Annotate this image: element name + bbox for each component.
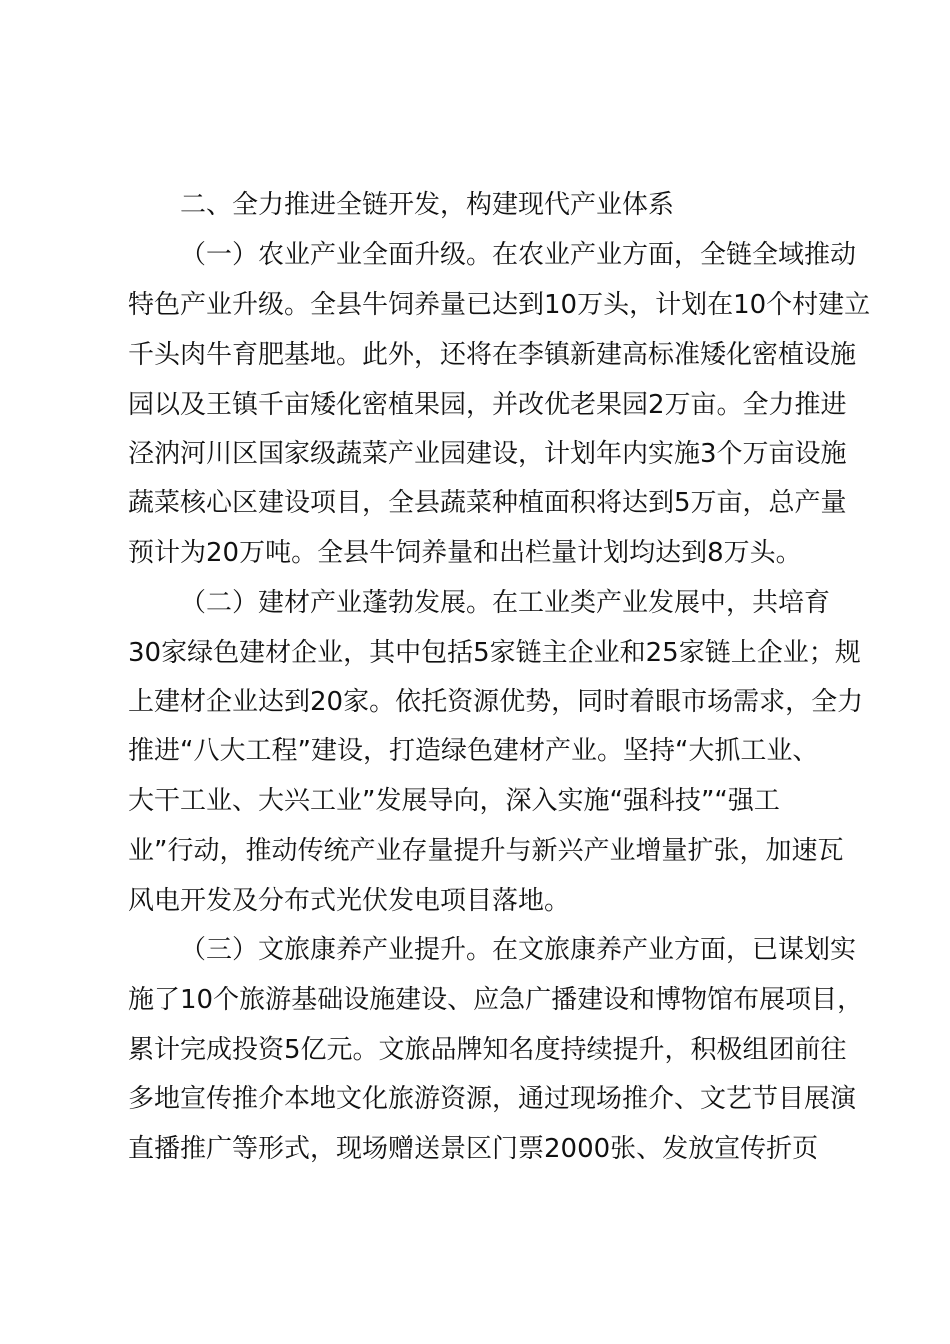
paragraph-line: （三）文旅康养产业提升。在文旅康养产业方面，已谋划实 — [180, 935, 857, 965]
paragraph-line: 泾汭河川区国家级蔬菜产业园建设，计划年内实施3个万亩设施 — [128, 439, 847, 469]
paragraph-line: 直播推广等形式，现场赠送景区门票2000张、发放宣传折页 — [128, 1134, 819, 1164]
paragraph-line: 风电开发及分布式光伏发电项目落地。 — [128, 886, 571, 916]
paragraph-line: 千头肉牛育肥基地。此外，还将在李镇新建高标准矮化密植设施 — [128, 340, 857, 370]
paragraph-line: （二）建材产业蓬勃发展。在工业类产业发展中，共培育 — [180, 588, 831, 618]
section-heading: 二、全力推进全链开发，构建现代产业体系 — [180, 190, 675, 220]
paragraph-line: （一）农业产业全面升级。在农业产业方面，全链全域推动 — [180, 240, 857, 270]
paragraph-line: 推进“八大工程”建设，打造绿色建材产业。坚持“大抓工业、 — [128, 736, 819, 766]
paragraph-line: 蔬菜核心区建设项目，全县蔬菜种植面积将达到5万亩，总产量 — [128, 488, 847, 518]
paragraph-line: 30家绿色建材企业，其中包括5家链主企业和25家链上企业；规 — [128, 638, 861, 668]
paragraph-line: 业”行动，推动传统产业存量提升与新兴产业增量扩张，加速瓦 — [128, 836, 844, 866]
paragraph-line: 施了10个旅游基础设施建设、应急广播建设和博物馆布展项目， — [128, 985, 864, 1015]
paragraph-line: 累计完成投资5亿元。文旅品牌知名度持续提升，积极组团前往 — [128, 1035, 847, 1065]
paragraph-line: 大干工业、大兴工业”发展导向，深入实施“强科技”“强工 — [128, 786, 780, 816]
paragraph-line: 多地宣传推介本地文化旅游资源，通过现场推介、文艺节目展演 — [128, 1084, 857, 1114]
paragraph-line: 上建材企业达到20家。依托资源优势，同时着眼市场需求，全力 — [128, 687, 864, 717]
paragraph-line: 园以及王镇千亩矮化密植果园，并改优老果园2万亩。全力推进 — [128, 390, 847, 420]
paragraph-line: 预计为20万吨。全县牛饲养量和出栏量计划均达到8万头。 — [128, 538, 802, 568]
paragraph-line: 特色产业升级。全县牛饲养量已达到10万头，计划在10个村建立 — [128, 290, 871, 320]
